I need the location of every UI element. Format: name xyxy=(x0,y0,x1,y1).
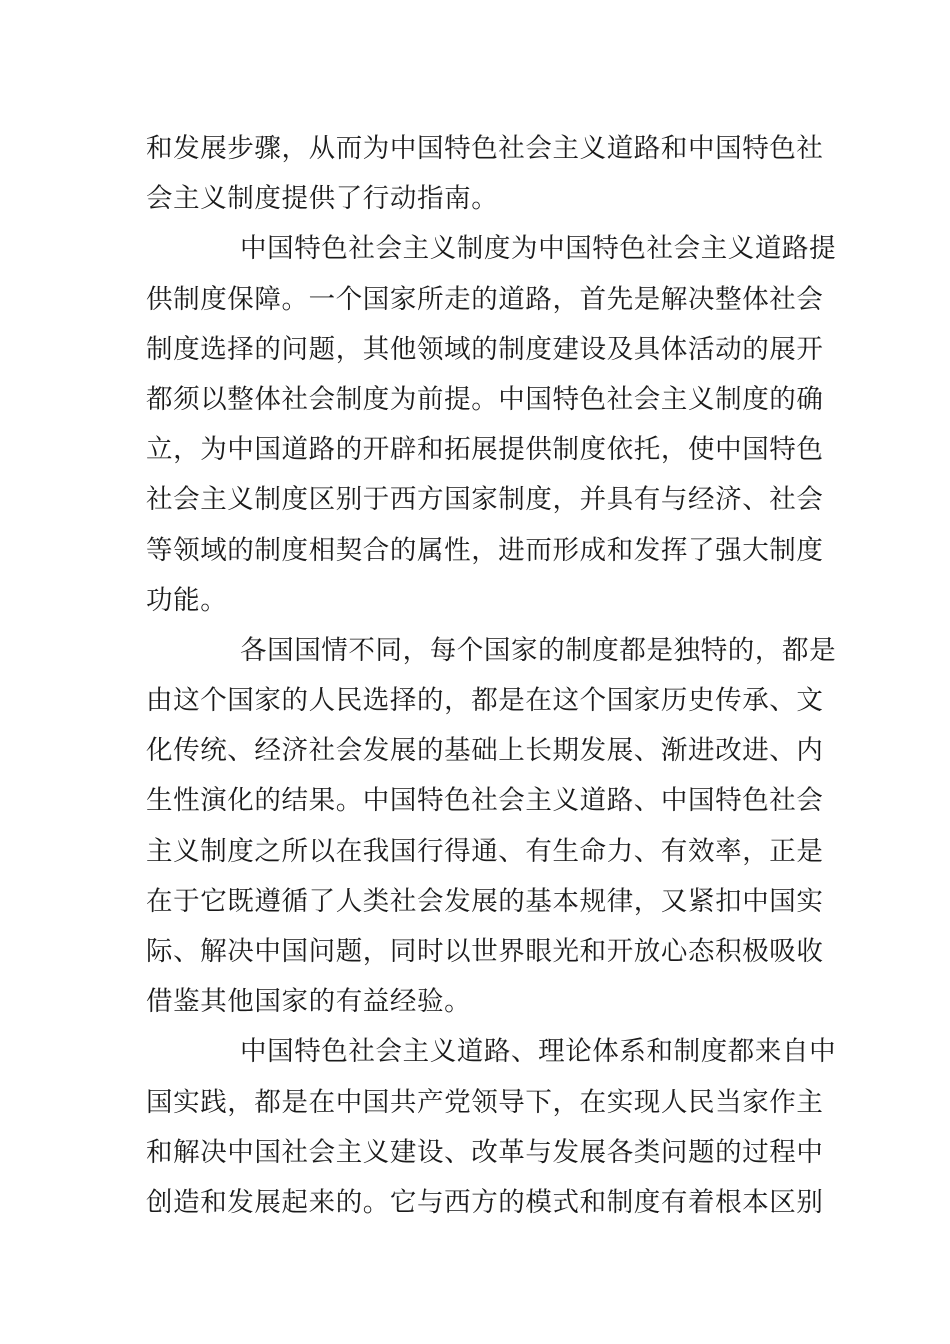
text-line: 借鉴其他国家的有益经验。 xyxy=(146,986,472,1018)
text-line: 主义制度之所以在我国行得通、有生命力、有效率，正是 xyxy=(146,835,824,867)
text-line: 等领域的制度相契合的属性，进而形成和发挥了强大制度 xyxy=(146,534,824,566)
text-line: 生性演化的结果。中国特色社会主义道路、中国特色社会 xyxy=(146,785,824,817)
text-line: 都须以整体社会制度为前提。中国特色社会主义制度的确 xyxy=(146,383,824,415)
text-line: 和解决中国社会主义建设、改革与发展各类问题的过程中 xyxy=(146,1136,824,1168)
text-line: 制度选择的问题，其他领域的制度建设及具体活动的展开 xyxy=(146,333,824,365)
text-line: 会主义制度提供了行动指南。 xyxy=(146,183,499,215)
text-line: 和发展步骤，从而为中国特色社会主义道路和中国特色社 xyxy=(146,133,824,164)
text-line: 由这个国家的人民选择的，都是在这个国家历史传承、文 xyxy=(146,685,824,717)
paragraph xyxy=(146,626,837,1028)
text-line: 创造和发展起来的。它与西方的模式和制度有着根本区别 xyxy=(146,1186,824,1218)
text-line: 在于它既遵循了人类社会发展的基本规律，又紧扣中国实 xyxy=(146,885,824,917)
paragraph xyxy=(146,224,837,626)
text-line: 立，为中国道路的开辟和拓展提供制度依托，使中国特色 xyxy=(146,434,824,466)
text-line: 化传统、经济社会发展的基础上长期发展、渐进改进、内 xyxy=(146,735,824,767)
text-line: 供制度保障。一个国家所走的道路，首先是解决整体社会 xyxy=(146,283,824,315)
paragraph xyxy=(146,1027,837,1228)
text-line: 际、解决中国问题，同时以世界眼光和开放心态积极吸收 xyxy=(146,936,824,967)
text-line: 社会主义制度区别于西方国家制度，并具有与经济、社会 xyxy=(146,484,824,516)
text-line: 中国特色社会主义制度为中国特色社会主义道路提 xyxy=(240,233,837,265)
document-body xyxy=(146,124,837,1228)
text-line: 各国国情不同，每个国家的制度都是独特的，都是 xyxy=(240,634,837,666)
text-line: 中国特色社会主义道路、理论体系和制度都来自中 xyxy=(240,1036,837,1068)
paragraph xyxy=(146,124,824,224)
text-line: 国实践，都是在中国共产党领导下，在实现人民当家作主 xyxy=(146,1086,824,1118)
text-line: 功能。 xyxy=(146,584,228,616)
